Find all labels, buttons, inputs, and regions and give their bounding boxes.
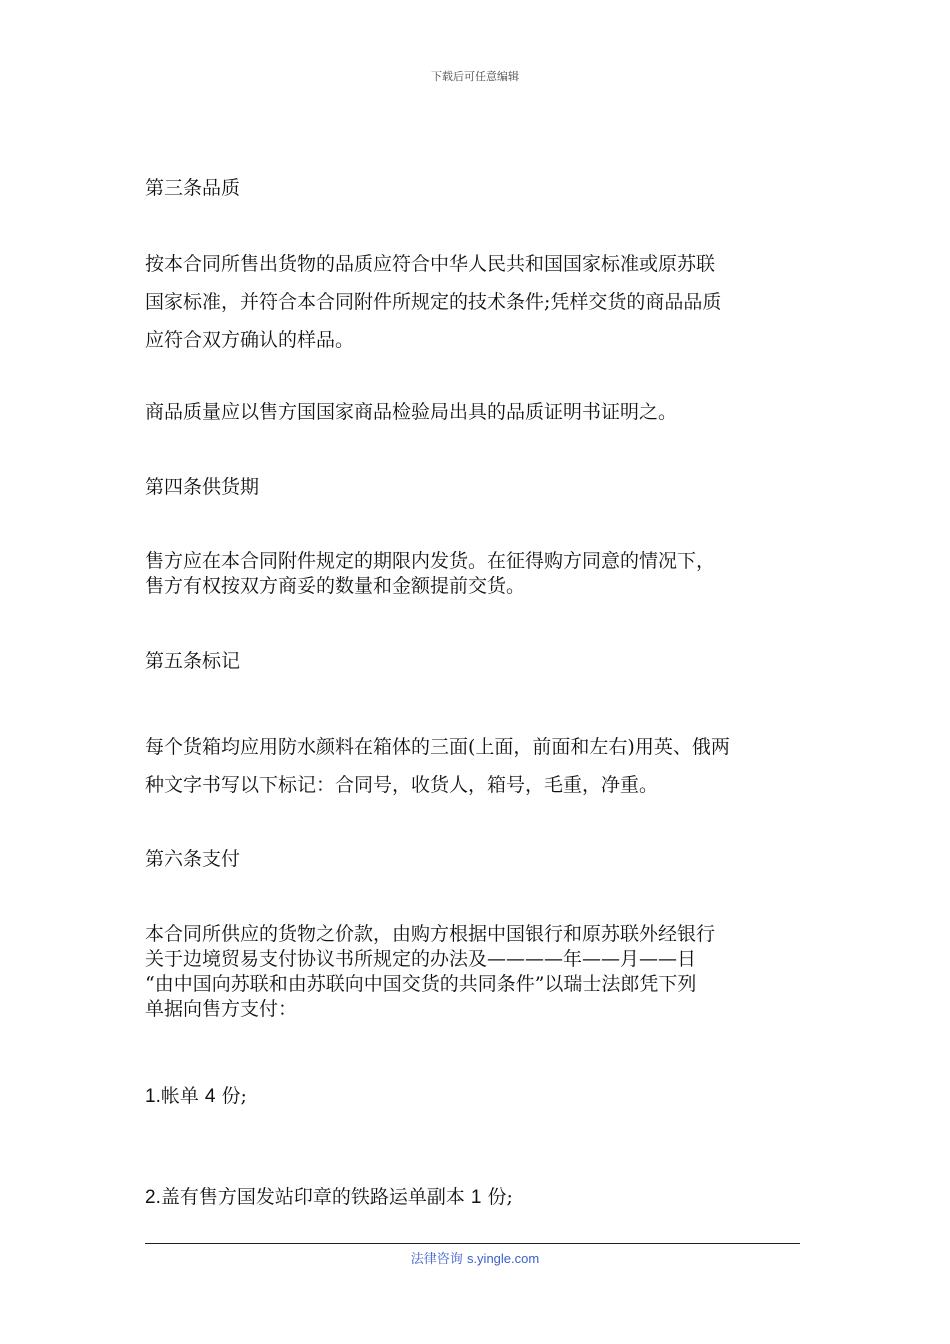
paragraph-line: 每个货箱均应用防水颜料在箱体的三面(上面，前面和左右)用英、俄两	[145, 736, 730, 758]
article-4-paragraph-1	[145, 549, 810, 599]
list-item-count: 4	[204, 1086, 216, 1107]
paragraph-line: 种文字书写以下标记：合同号，收货人，箱号，毛重，净重。	[145, 774, 659, 796]
article-3-heading: 第三条品质	[145, 177, 241, 199]
list-item-number: 1.	[145, 1086, 161, 1107]
paragraph-line: 关于边境贸易支付协议书所规定的办法及————年——月——日	[145, 948, 697, 970]
paragraph-line: 应符合双方确认的样品。	[145, 329, 355, 351]
paragraph-line: 本合同所供应的货物之价款，由购方根据中国银行和原苏联外经银行	[145, 923, 716, 945]
paragraph-line: 售方有权按双方商妥的数量和金额提前交货。	[145, 575, 526, 597]
paragraph-line: 国家标准，并符合本合同附件所规定的技术条件;凭样交货的商品品质	[145, 291, 722, 313]
list-item-2	[145, 1184, 810, 1211]
article-3-paragraph-1	[145, 245, 810, 359]
footer-label: 法律咨询	[410, 1252, 467, 1267]
footer-url[interactable]: s.yingle.com	[466, 1251, 540, 1266]
list-item-text: 帐单	[160, 1085, 205, 1107]
list-item-text: 份;	[215, 1085, 247, 1107]
list-item-1	[145, 1083, 810, 1110]
article-5-heading: 第五条标记	[145, 650, 241, 672]
article-3-paragraph-2: 商品质量应以售方国国家商品检验局出具的品质证明书证明之。	[145, 401, 678, 423]
paragraph-line: 按本合同所售出货物的品质应符合中华人民共和国国家标准或原苏联	[145, 253, 716, 275]
footer-divider	[145, 1243, 800, 1244]
header-note: 下载后可任意编辑	[431, 70, 519, 83]
paragraph-line: 单据向售方支付：	[145, 998, 298, 1020]
list-item-text: 盖有售方国发站印章的铁路运单副本	[160, 1186, 471, 1208]
article-6-heading: 第六条支付	[145, 848, 241, 870]
list-item-text: 份;	[481, 1186, 513, 1208]
article-6-paragraph-1	[145, 922, 810, 1022]
list-item-number: 2.	[145, 1187, 161, 1208]
footer-link[interactable]	[0, 1248, 950, 1267]
article-5-paragraph-1	[145, 728, 810, 804]
list-item-count: 1	[470, 1187, 482, 1208]
paragraph-line: “由中国向苏联和由苏联向中国交货的共同条件”以瑞士法郎凭下列	[145, 973, 697, 995]
article-4-heading: 第四条供货期	[145, 476, 260, 498]
paragraph-line: 售方应在本合同附件规定的期限内发货。在征得购方同意的情况下，	[145, 550, 716, 572]
